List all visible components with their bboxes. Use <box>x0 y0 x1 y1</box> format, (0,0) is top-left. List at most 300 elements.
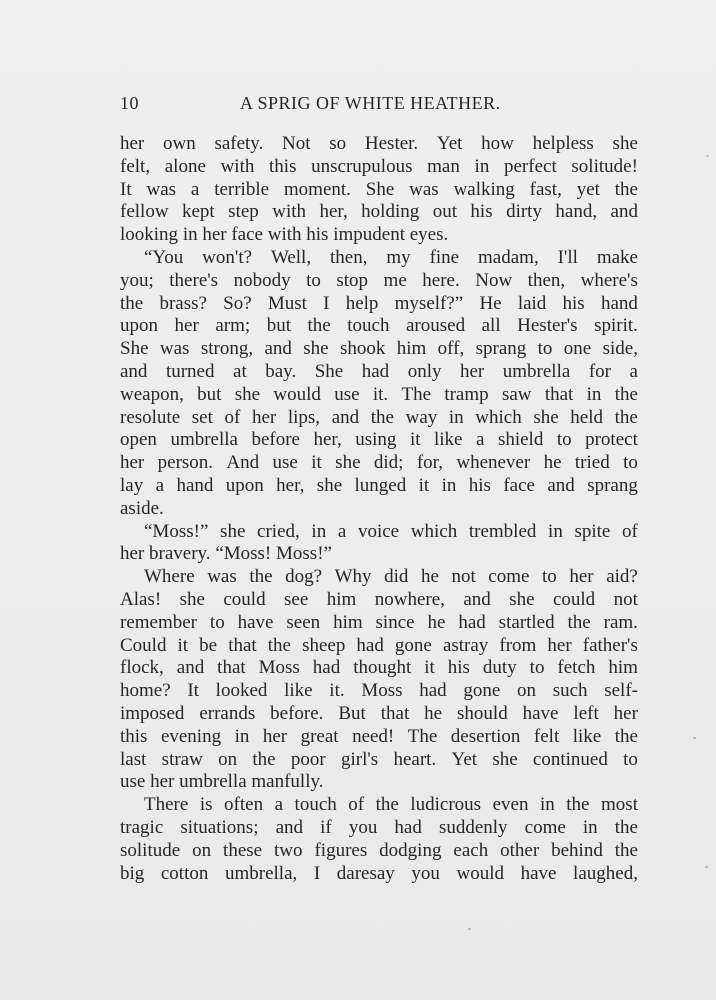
word: She <box>120 338 149 360</box>
word: walking <box>453 178 515 200</box>
word: hand <box>176 474 214 496</box>
word: his <box>468 474 491 496</box>
word: she <box>220 520 246 542</box>
word: which <box>410 520 458 542</box>
body-text <box>120 133 638 885</box>
word: umbrella <box>179 771 247 793</box>
word: madam, <box>478 246 539 268</box>
word: to <box>529 657 545 679</box>
word: had <box>458 611 486 633</box>
word: I'll <box>557 246 578 268</box>
word: had <box>419 680 447 702</box>
word: voice <box>357 520 400 542</box>
word: Where <box>144 566 195 588</box>
word: to <box>623 452 638 474</box>
word: the <box>614 725 638 747</box>
word: he <box>424 702 443 724</box>
word: the <box>614 383 638 405</box>
word: did <box>384 566 409 588</box>
word: dog? <box>285 566 323 588</box>
word: man <box>427 155 460 177</box>
word: her <box>174 315 199 337</box>
word: “Moss!” <box>144 520 209 542</box>
word: with <box>272 201 307 223</box>
word: fetch <box>557 657 596 679</box>
word: won't? <box>202 246 253 268</box>
word: one <box>563 338 592 360</box>
word: in <box>234 725 250 747</box>
word: would <box>273 383 321 405</box>
word: spite <box>574 520 611 542</box>
word: and <box>610 201 638 223</box>
text-line <box>120 361 638 384</box>
word: lips, <box>287 406 321 428</box>
word: even <box>492 794 529 816</box>
word: dirty <box>506 201 542 223</box>
text-line <box>120 612 638 635</box>
word: the <box>566 794 590 816</box>
word: my <box>386 246 411 268</box>
word: Could <box>120 634 167 656</box>
word: this <box>120 725 148 747</box>
word: tragic <box>120 816 164 838</box>
word: saw <box>501 383 532 405</box>
text-line <box>120 201 638 224</box>
word: her <box>251 406 277 428</box>
word: to <box>306 269 321 291</box>
word: aid? <box>606 566 638 588</box>
word: have <box>237 611 274 633</box>
word: a <box>476 429 485 451</box>
word: last <box>120 748 147 770</box>
word: But <box>338 702 366 724</box>
word: spirit. <box>594 315 638 337</box>
word: flock, <box>120 657 164 679</box>
word: that <box>228 634 257 656</box>
word: this <box>269 155 297 177</box>
word: umbrella <box>502 360 571 382</box>
word: often <box>224 794 264 816</box>
word: helpless <box>532 133 594 154</box>
word: tramp <box>444 383 489 405</box>
word: a <box>190 178 200 200</box>
word: bay. <box>265 360 297 382</box>
word: it. <box>372 383 389 405</box>
word: the <box>614 816 638 838</box>
text-line <box>120 338 638 361</box>
word: ram. <box>603 611 638 633</box>
word: open <box>120 429 157 451</box>
word: is <box>199 794 213 816</box>
word: left <box>573 702 599 724</box>
word: Yet <box>436 133 463 154</box>
word: have <box>520 862 557 884</box>
word: lunged <box>354 474 407 496</box>
word: big <box>120 862 145 884</box>
word: felt, <box>120 155 151 177</box>
word: sprang <box>475 338 527 360</box>
word: impudent <box>333 224 405 246</box>
word: she <box>303 338 329 360</box>
word: his <box>470 201 493 223</box>
word: it. <box>329 680 345 702</box>
text-line <box>120 315 638 338</box>
word: touch <box>294 794 337 816</box>
word: father's <box>582 634 638 656</box>
word: Moss <box>258 657 300 679</box>
word: It <box>187 680 199 702</box>
word: it <box>409 429 421 451</box>
word: come <box>524 816 566 838</box>
word: where's <box>580 269 638 291</box>
word: in <box>182 224 198 246</box>
text-line <box>120 156 638 179</box>
word: her <box>120 543 145 565</box>
word: upon <box>120 315 158 337</box>
word: of <box>348 794 365 816</box>
word: the <box>370 406 394 428</box>
word: it <box>418 474 430 496</box>
word: unscrupulous <box>311 155 413 177</box>
word: gone <box>463 680 501 702</box>
word: the <box>614 406 638 428</box>
word: him <box>608 657 638 679</box>
word: most <box>601 794 638 816</box>
word: hand, <box>555 201 598 223</box>
word: I <box>313 862 321 884</box>
word: the <box>375 794 399 816</box>
word: on <box>516 680 536 702</box>
word: in <box>441 474 457 496</box>
word: all <box>481 315 501 337</box>
word: so <box>329 133 347 154</box>
text-line <box>120 384 638 407</box>
word: fast, <box>529 178 562 200</box>
word: make <box>596 246 638 268</box>
word: nowhere, <box>374 588 445 610</box>
word: in <box>448 406 464 428</box>
word: if <box>320 816 332 838</box>
word: She <box>365 178 395 200</box>
word: home? <box>120 680 171 702</box>
word: was <box>146 178 177 200</box>
text-line <box>120 703 638 726</box>
text-line <box>120 293 638 316</box>
word: resolute <box>120 406 181 428</box>
text-line <box>120 566 638 589</box>
word: fellow <box>120 201 169 223</box>
text-line <box>120 521 638 544</box>
word: the <box>267 634 291 656</box>
word: from <box>499 634 537 656</box>
word: solitude! <box>571 155 638 177</box>
word: duty <box>482 657 517 679</box>
word: was <box>159 338 190 360</box>
word: his <box>447 657 470 679</box>
word: set <box>191 406 213 428</box>
word: in <box>474 155 490 177</box>
word: it <box>424 657 435 679</box>
page-number: 10 <box>120 93 139 113</box>
word: Moss <box>361 680 403 702</box>
word: Moss!” <box>276 543 332 565</box>
word: arm; <box>215 315 251 337</box>
word: heart. <box>393 748 437 770</box>
word: girl's <box>341 748 379 770</box>
word: umbrella, <box>224 862 298 884</box>
word: she <box>509 588 535 610</box>
word: to <box>556 429 572 451</box>
word: Now <box>475 269 513 291</box>
word: like <box>572 725 602 747</box>
word: him <box>326 588 357 610</box>
word: since <box>375 611 415 633</box>
word: did; <box>373 452 404 474</box>
word: the <box>567 611 591 633</box>
text-line <box>120 270 638 293</box>
word: how <box>481 133 514 154</box>
word: the <box>252 748 276 770</box>
word: her <box>262 725 288 747</box>
word: him <box>396 338 427 360</box>
word: manfully. <box>251 771 324 793</box>
word: it <box>177 634 189 656</box>
text-line <box>120 749 638 772</box>
word: touch <box>347 315 390 337</box>
text-line <box>120 543 638 566</box>
word: cotton <box>160 862 209 884</box>
word: with <box>220 155 255 177</box>
word: use <box>334 383 360 405</box>
word: that <box>217 657 246 679</box>
word: looked <box>215 680 268 702</box>
text-line <box>120 680 638 703</box>
word: And <box>226 452 260 474</box>
word: before. <box>270 702 324 724</box>
word: face <box>503 474 535 496</box>
word: was <box>207 566 237 588</box>
word: face <box>231 224 263 246</box>
word: figures <box>314 839 368 861</box>
word: her <box>547 634 572 656</box>
word: behind <box>551 839 603 861</box>
text-line <box>120 726 638 749</box>
word: and <box>176 657 205 679</box>
word: had <box>394 816 422 838</box>
word: seen <box>286 611 321 633</box>
word: Well, <box>270 246 312 268</box>
word: the <box>614 839 638 861</box>
word: It <box>120 178 132 200</box>
word: she <box>612 133 638 154</box>
text-line <box>120 452 638 475</box>
word: dodging <box>379 839 442 861</box>
word: Yet <box>451 748 478 770</box>
word: that <box>380 702 410 724</box>
word: her <box>613 702 638 724</box>
text-line <box>120 589 638 612</box>
word: fine <box>429 246 460 268</box>
text-line <box>120 247 638 270</box>
word: not <box>451 566 476 588</box>
word: moment. <box>283 178 351 200</box>
word: desertion <box>450 725 521 747</box>
word: her <box>150 771 175 793</box>
word: be <box>199 634 218 656</box>
word: brass? <box>159 292 207 314</box>
word: and <box>463 588 491 610</box>
word: The <box>407 725 438 747</box>
word: a <box>337 520 347 542</box>
word: had <box>356 634 384 656</box>
word: come <box>488 566 530 588</box>
text-line <box>120 817 638 840</box>
paper-speck <box>706 155 709 157</box>
word: but <box>197 383 222 405</box>
word: gone <box>394 634 432 656</box>
text-line <box>120 657 638 680</box>
word: then, <box>527 269 566 291</box>
word: her, <box>319 201 348 223</box>
word: and <box>275 816 304 838</box>
word: use <box>120 771 146 793</box>
word: self- <box>604 680 638 702</box>
word: imposed <box>120 702 185 724</box>
word: to <box>209 611 225 633</box>
word: eyes. <box>409 224 449 246</box>
word: solitude <box>120 839 181 861</box>
word: a <box>629 360 638 382</box>
word: you <box>411 862 440 884</box>
word: cried, <box>257 520 300 542</box>
word: it <box>311 452 322 474</box>
word: poor <box>290 748 326 770</box>
word: the <box>249 566 273 588</box>
paper-speck <box>705 866 708 868</box>
word: was <box>409 178 439 200</box>
word: each <box>453 839 489 861</box>
word: felt <box>533 725 560 747</box>
word: she <box>492 748 518 770</box>
word: the <box>120 292 144 314</box>
text-line <box>120 475 638 498</box>
word: using <box>355 429 397 451</box>
word: which <box>475 406 522 428</box>
text-line <box>120 133 638 156</box>
word: off, <box>437 338 465 360</box>
word: his <box>306 224 329 246</box>
running-title: A SPRIG OF WHITE HEATHER. <box>240 93 501 113</box>
word: and <box>264 338 292 360</box>
word: weapon, <box>120 383 184 405</box>
word: for <box>588 360 611 382</box>
word: on <box>218 748 238 770</box>
word: She <box>314 360 344 382</box>
word: holding <box>361 201 420 223</box>
text-line <box>120 635 638 658</box>
word: Must <box>267 292 307 314</box>
word: looking <box>120 224 179 246</box>
word: Hester. <box>364 133 419 154</box>
word: bravery. <box>149 543 211 565</box>
word: I <box>323 292 330 314</box>
word: remember <box>120 611 198 633</box>
word: she <box>234 383 261 405</box>
word: a <box>155 474 165 496</box>
word: a <box>274 794 284 816</box>
word: like <box>434 429 463 451</box>
word: sprang <box>587 474 638 496</box>
word: Alas! <box>120 588 162 610</box>
word: her, <box>276 474 305 496</box>
word: upon <box>225 474 264 496</box>
text-line <box>120 794 638 817</box>
word: she <box>335 452 361 474</box>
word: yet <box>576 178 600 200</box>
word: there's <box>169 269 219 291</box>
word: suddenly <box>438 816 508 838</box>
word: errands <box>199 702 256 724</box>
word: step <box>228 201 259 223</box>
word: he <box>427 611 446 633</box>
word: have <box>522 702 559 724</box>
word: out <box>432 201 457 223</box>
word: perfect <box>504 155 557 177</box>
word: her <box>459 360 485 382</box>
word: continued <box>532 748 608 770</box>
word: her <box>202 224 227 246</box>
word: these <box>223 839 263 861</box>
word: the <box>307 315 331 337</box>
word: me <box>383 269 407 291</box>
word: whenever <box>456 452 531 474</box>
word: and <box>547 474 575 496</box>
word: to <box>537 338 553 360</box>
word: of <box>224 406 241 428</box>
word: in <box>586 383 602 405</box>
word: could <box>552 588 596 610</box>
word: he <box>543 452 562 474</box>
word: thought <box>353 657 412 679</box>
text-line <box>120 224 638 247</box>
word: need! <box>352 725 395 747</box>
word: startled <box>498 611 555 633</box>
word: safety. <box>214 133 264 154</box>
word: and <box>331 406 360 428</box>
paper-speck <box>693 737 696 739</box>
word: myself?” <box>394 292 464 314</box>
word: nobody <box>233 269 291 291</box>
word: to <box>623 748 638 770</box>
word: daresay <box>336 862 395 884</box>
word: aroused <box>406 315 466 337</box>
word: but <box>266 315 291 337</box>
word: that <box>544 383 574 405</box>
word: He <box>479 292 502 314</box>
word: the <box>614 178 638 200</box>
word: at <box>233 360 247 382</box>
word: had <box>312 657 341 679</box>
text-line <box>120 407 638 430</box>
word: of <box>622 520 638 542</box>
word: alone <box>164 155 206 177</box>
word: evening <box>160 725 222 747</box>
word: tried <box>574 452 610 474</box>
text-line <box>120 429 638 452</box>
word: way <box>405 406 438 428</box>
word: aside. <box>120 497 164 519</box>
word: in <box>582 816 598 838</box>
